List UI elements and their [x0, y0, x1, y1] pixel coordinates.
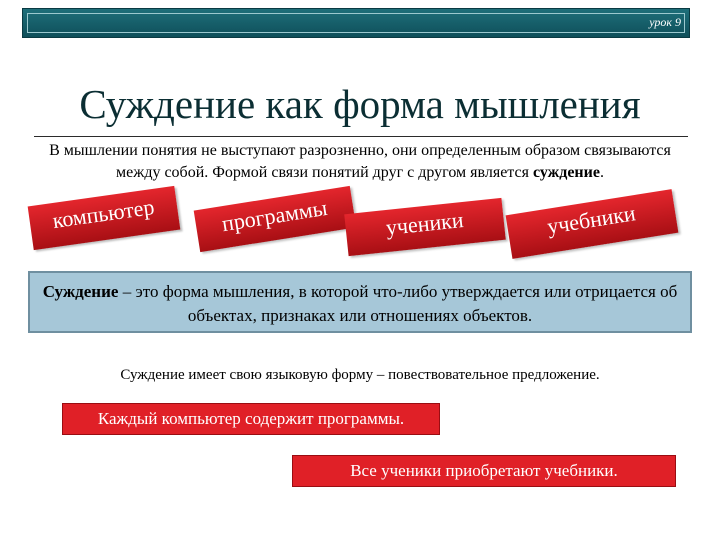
- definition-text: – это форма мышления, в которой что-либо утверждается или отрицается об объектах, признаках или отношениях объектов.: [118, 282, 678, 325]
- example-box-1: Каждый компьютер содержит программы.: [62, 403, 440, 435]
- language-form-note: Суждение имеет свою языковую форму – повествовательное предложение.: [120, 367, 600, 383]
- concept-label: компьютер: [50, 194, 156, 234]
- definition-box: [28, 271, 692, 333]
- intro-text: В мышлении понятия не выступают разрозненно, они определенным образом связываются между собой. Формой связи понятий друг с другом является: [49, 142, 671, 181]
- intro-paragraph: [28, 140, 692, 184]
- intro-keyword: суждение: [532, 164, 600, 181]
- concept-label: учебники: [545, 200, 638, 239]
- concept-label: ученики: [384, 207, 465, 241]
- intro-end: .: [599, 164, 604, 181]
- slide-title: Суждение как форма мышления: [79, 81, 641, 127]
- top-banner: [22, 8, 690, 38]
- concept-card-students: [344, 198, 506, 256]
- concept-label: программы: [220, 194, 329, 237]
- lesson-label: урок 9: [649, 15, 681, 29]
- definition-term: Суждение: [42, 282, 119, 301]
- concept-card-programs: [194, 186, 357, 252]
- banner-frame: [27, 13, 685, 33]
- title-divider: [34, 136, 688, 137]
- concept-card-textbooks: [506, 189, 679, 259]
- concept-card-computer: [28, 186, 181, 250]
- example-box-2: Все ученики приобретают учебники.: [292, 455, 676, 487]
